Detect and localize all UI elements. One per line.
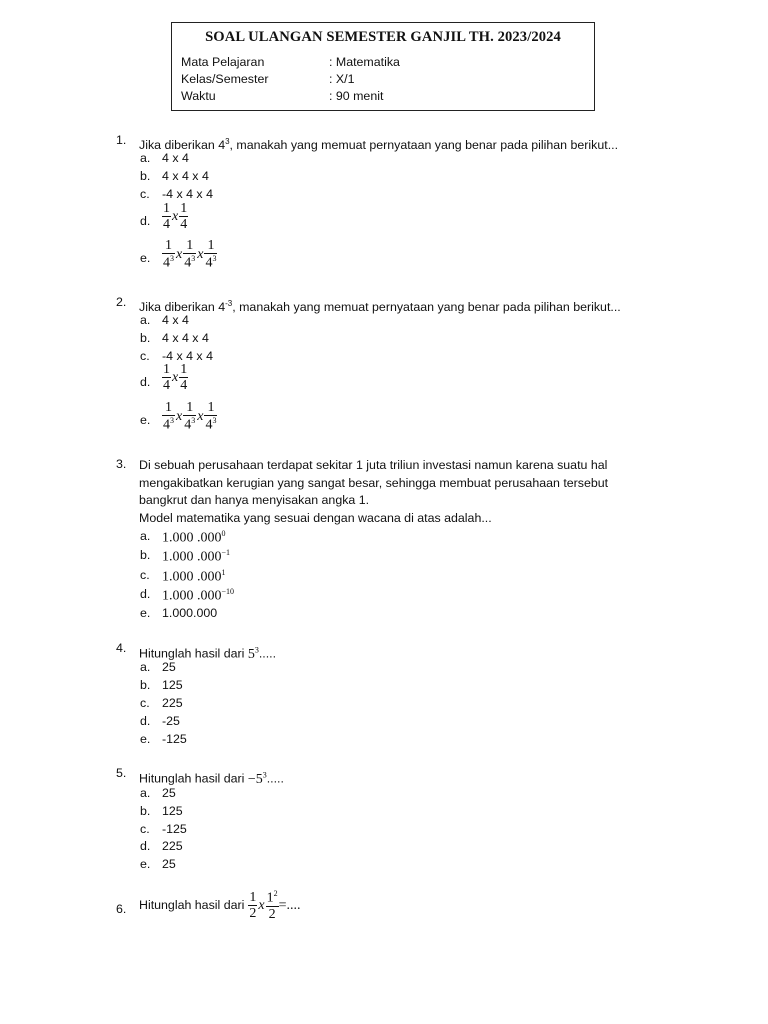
question-number: 2.: [116, 295, 127, 309]
question-number: 3.: [116, 457, 127, 471]
question-text: Jika diberikan $4^{-3}$, manakah yang memuat pernyataan yang benar pada pilihan berikut...: [139, 299, 621, 315]
fraction-expression: $\frac{1}{4}$ x $\frac{1}{4}$: [163, 362, 188, 393]
header-label: Mata Pelajaran: [181, 55, 265, 69]
header-label: Waktu: [181, 89, 216, 103]
header-value: : Matematika: [329, 55, 400, 69]
question-number: 6.: [116, 902, 127, 916]
fraction-expression: $\frac{1}{4}$ x $\frac{1}{4}$: [163, 201, 188, 232]
question-text: Hitunglah hasil dari $\frac{1}{2}$ x $\frac{1^2}{2}$ =....: [139, 889, 301, 922]
question-number: 5.: [116, 766, 127, 780]
header-value: : X/1: [329, 72, 355, 86]
question-text: Hitunglah hasil dari $5^3$.....: [139, 645, 277, 662]
fraction-expression: $\frac{1}{4^3}$ x $\frac{1}{4^3}$ x $\frac{1}{4^3}$: [163, 238, 217, 271]
question-text: Jika diberikan $4^3$, manakah yang memuat pernyataan yang benar pada pilihan berikut...: [139, 137, 619, 153]
fraction-expression: $\frac{1}{4^3}$ x $\frac{1}{4^3}$ x $\frac{1}{4^3}$: [163, 400, 217, 433]
question-number: 4.: [116, 641, 127, 655]
fraction-expression: $\frac{1}{2}$ x $\frac{1^2}{2}$ =....: [249, 889, 301, 922]
header-row-class: [181, 72, 355, 86]
exam-header: [171, 22, 595, 111]
header-label: Kelas/Semester: [181, 72, 269, 86]
header-value: : 90 menit: [329, 89, 384, 103]
question-text: Hitunglah hasil dari $-5^3$.....: [139, 770, 284, 787]
header-row-subject: [181, 55, 400, 69]
header-row-time: [181, 89, 384, 103]
question-text: Di sebuah perusahaan terdapat sekitar 1 juta triliun investasi namun karena suatu hal mengakibatkan kerugian yang sangat besar, sehingga membuat perusahaan tersebut bangkrut dan hanya menyisakan angka 1. Model matematika yang sesuai dengan wacana di atas adalah...: [139, 458, 609, 525]
question-number: 1.: [116, 133, 127, 147]
exam-title: SOAL ULANGAN SEMESTER GANJIL TH. 2023/2024: [205, 29, 561, 45]
